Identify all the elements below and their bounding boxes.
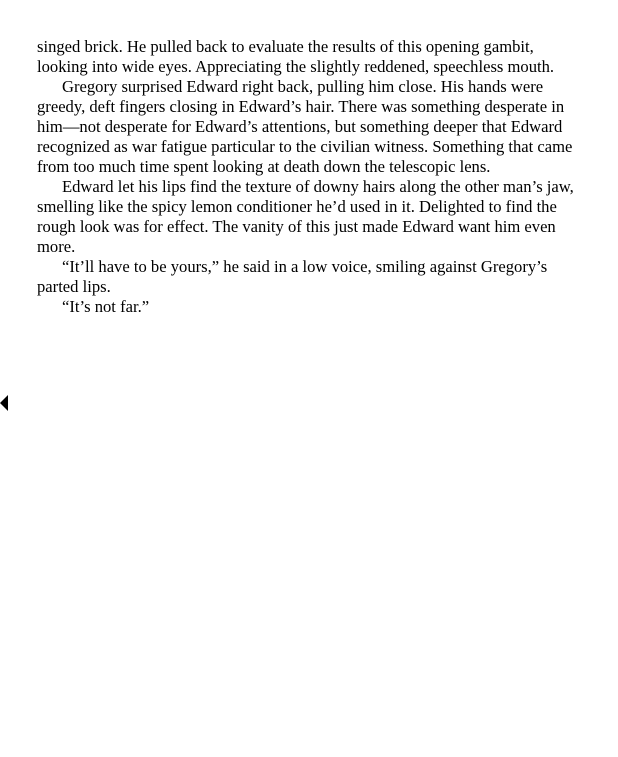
previous-page-icon[interactable] xyxy=(0,395,8,411)
paragraph: “It’ll have to be yours,” he said in a low voice, smiling against Gregory’s parted lips. xyxy=(37,257,548,296)
book-page xyxy=(37,37,582,317)
paragraph: Edward let his lips find the texture of downy hairs along the other man’s jaw, smelling like the spicy lemon conditioner he’d used in it. Delighted to find the rough look was for effect. The vanity of this just made Edward want him even more. xyxy=(37,177,574,256)
paragraph: singed brick. He pulled back to evaluate the results of this opening gambit, looking into wide eyes. Appreciating the slightly reddened, speechless mouth. xyxy=(37,37,555,76)
paragraph: “It’s not far.” xyxy=(62,297,150,316)
paragraph: Gregory surprised Edward right back, pulling him close. His hands were greedy, deft fingers closing in Edward’s hair. There was something desperate in him—not desperate for Edward’s attentions, but something deeper that Edward recognized as war fatigue particular to the civilian witness. Something that came from too much time spent looking at death down the telescopic lens. xyxy=(37,77,573,176)
